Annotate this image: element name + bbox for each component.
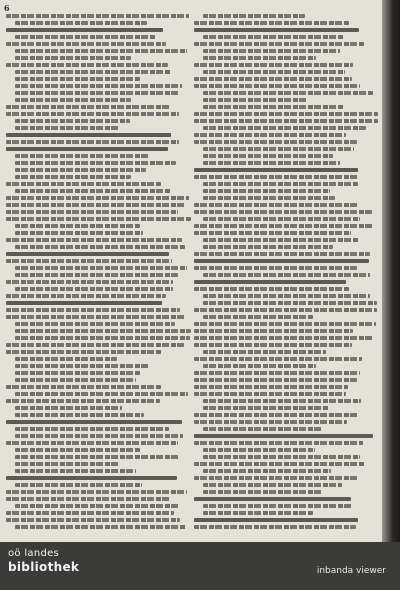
- text-line: [15, 504, 180, 508]
- text-line: [194, 343, 352, 347]
- text-line: [203, 504, 352, 508]
- text-line: [15, 98, 131, 102]
- text-line: [15, 371, 140, 375]
- logo-line-1: oö landes: [8, 548, 60, 559]
- text-line: [15, 154, 150, 158]
- text-line: [15, 35, 155, 39]
- text-line: [194, 378, 357, 382]
- book-gutter: [382, 0, 400, 542]
- text-line: [6, 140, 179, 144]
- text-line: [203, 315, 313, 319]
- text-line: [15, 126, 120, 130]
- text-line: [194, 63, 353, 67]
- text-line: [6, 217, 191, 221]
- text-line: [194, 497, 351, 501]
- text-line: [15, 161, 176, 165]
- text-line: [194, 28, 359, 32]
- text-line: [15, 77, 140, 81]
- text-line: [6, 399, 160, 403]
- text-line: [15, 266, 187, 270]
- text-line: [203, 56, 316, 60]
- text-line: [15, 434, 183, 438]
- text-line: [203, 154, 333, 158]
- text-line: [203, 49, 340, 53]
- text-line: [15, 84, 182, 88]
- text-line: [194, 77, 352, 81]
- text-line: [194, 231, 351, 235]
- text-line: [15, 469, 136, 473]
- text-line: [6, 280, 173, 284]
- text-line: [194, 252, 370, 256]
- text-line: [15, 364, 150, 368]
- text-line: [194, 42, 364, 46]
- viewer-label: inbanda viewer: [316, 566, 386, 576]
- text-line: [15, 483, 142, 487]
- text-line: [203, 427, 322, 431]
- text-line: [194, 420, 347, 424]
- text-line: [203, 245, 333, 249]
- text-line: [203, 448, 315, 452]
- text-line: [203, 350, 326, 354]
- text-line: [6, 350, 162, 354]
- text-line: [15, 189, 171, 193]
- text-line: [6, 42, 166, 46]
- text-line: [6, 252, 169, 256]
- logo-line-2: bibliothek: [8, 560, 80, 574]
- text-line: [203, 147, 354, 151]
- text-line: [15, 392, 188, 396]
- text-line: [203, 399, 361, 403]
- text-line: [203, 455, 360, 459]
- text-line: [203, 294, 370, 298]
- text-line: [6, 133, 171, 137]
- text-line: [6, 14, 189, 18]
- text-line: [15, 287, 173, 291]
- text-line: [15, 168, 146, 172]
- text-line: [194, 336, 374, 340]
- text-line: [194, 441, 363, 445]
- text-line: [15, 455, 179, 459]
- text-line: [15, 224, 140, 228]
- text-line: [194, 133, 346, 137]
- library-logo[interactable]: [8, 548, 79, 574]
- text-line: [203, 196, 335, 200]
- text-line: [203, 91, 374, 95]
- text-line: [203, 189, 330, 193]
- text-line: [15, 245, 185, 249]
- text-line: [194, 84, 360, 88]
- text-line: [194, 413, 358, 417]
- text-line: [203, 126, 366, 130]
- text-line: [194, 371, 360, 375]
- text-line: [194, 112, 378, 116]
- text-line: [203, 98, 308, 102]
- text-line: [194, 525, 356, 529]
- text-line: [194, 203, 358, 207]
- text-line: [15, 231, 143, 235]
- page-number: 6: [4, 3, 10, 13]
- text-line: [6, 294, 166, 298]
- text-line: [194, 308, 377, 312]
- text-line: [194, 210, 372, 214]
- text-line: [194, 357, 362, 361]
- text-line: [194, 224, 373, 228]
- left-column-text: [6, 14, 192, 539]
- text-line: [6, 203, 186, 207]
- text-line: [15, 378, 136, 382]
- text-line: [6, 385, 161, 389]
- text-line: [203, 217, 360, 221]
- text-line: [194, 434, 373, 438]
- text-line: [6, 518, 180, 522]
- text-line: [203, 238, 359, 242]
- text-line: [6, 105, 170, 109]
- text-line: [6, 63, 168, 67]
- text-line: [6, 343, 185, 347]
- text-line: [15, 91, 179, 95]
- text-line: [15, 413, 144, 417]
- text-line: [194, 280, 346, 284]
- text-line: [203, 161, 340, 165]
- text-line: [6, 147, 168, 151]
- text-line: [194, 21, 349, 25]
- text-line: [15, 462, 119, 466]
- text-line: [15, 336, 190, 340]
- text-line: [15, 322, 175, 326]
- text-line: [194, 392, 346, 396]
- text-line: [203, 105, 344, 109]
- right-column-text: [194, 14, 378, 539]
- text-line: [15, 427, 169, 431]
- text-line: [6, 112, 179, 116]
- text-line: [6, 476, 177, 480]
- text-line: [194, 119, 378, 123]
- text-line: [203, 483, 342, 487]
- text-line: [6, 315, 186, 319]
- text-line: [6, 259, 172, 263]
- text-line: [194, 518, 358, 522]
- text-line: [6, 497, 171, 501]
- text-line: [15, 56, 131, 60]
- text-line: [203, 511, 313, 515]
- text-line: [6, 210, 178, 214]
- text-line: [6, 511, 174, 515]
- text-line: [6, 308, 180, 312]
- text-line: [194, 329, 353, 333]
- text-line: [15, 406, 122, 410]
- text-line: [194, 140, 357, 144]
- text-line: [15, 49, 187, 53]
- text-line: [194, 259, 369, 263]
- text-line: [194, 168, 358, 172]
- text-line: [15, 357, 117, 361]
- text-line: [6, 238, 182, 242]
- text-line: [203, 273, 370, 277]
- text-line: [6, 196, 189, 200]
- text-line: [194, 476, 359, 480]
- text-line: [194, 175, 358, 179]
- text-line: [15, 119, 130, 123]
- text-line: [6, 420, 182, 424]
- text-line: [203, 469, 331, 473]
- text-line: [15, 273, 178, 277]
- text-line: [6, 301, 162, 305]
- text-line: [194, 322, 376, 326]
- text-line: [6, 490, 187, 494]
- text-line: [203, 490, 322, 494]
- text-line: [6, 441, 178, 445]
- text-line: [194, 462, 365, 466]
- text-line: [15, 448, 140, 452]
- text-line: [194, 266, 357, 270]
- text-line: [6, 182, 161, 186]
- text-line: [194, 287, 349, 291]
- text-line: [194, 385, 348, 389]
- text-line: [6, 28, 163, 32]
- text-line: [203, 406, 329, 410]
- text-line: [203, 14, 305, 18]
- text-line: [15, 525, 186, 529]
- text-line: [15, 329, 191, 333]
- text-line: [203, 364, 316, 368]
- text-line: [203, 70, 345, 74]
- text-line: [15, 175, 131, 179]
- text-line: [203, 35, 344, 39]
- text-line: [203, 301, 377, 305]
- text-line: [15, 70, 171, 74]
- text-line: [203, 182, 358, 186]
- text-line: [15, 21, 147, 25]
